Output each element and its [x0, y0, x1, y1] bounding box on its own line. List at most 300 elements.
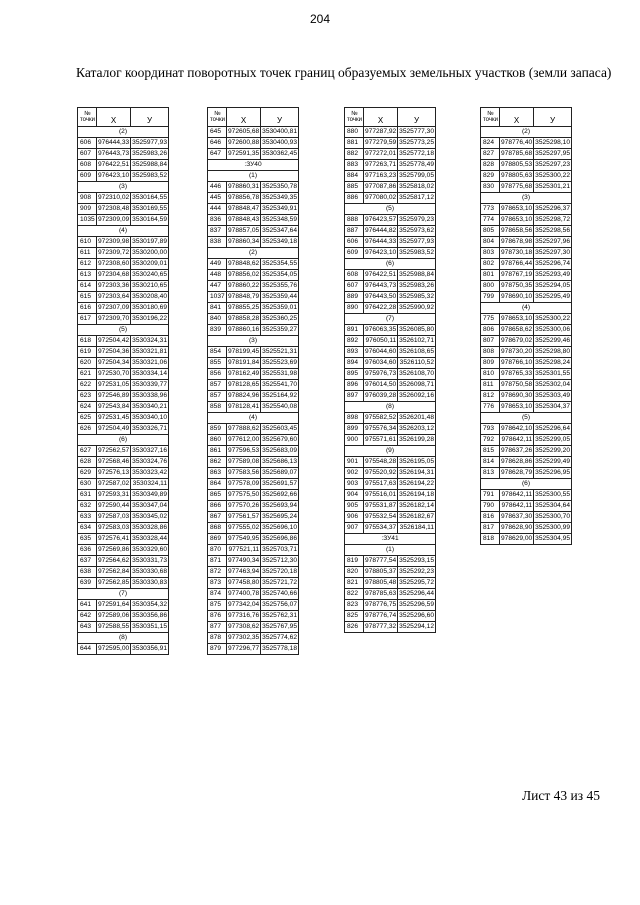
y-coordinate: 3525540,08	[261, 402, 299, 413]
x-coordinate: 972504,36	[97, 347, 131, 358]
y-coordinate: 3525983,52	[131, 171, 169, 182]
x-coordinate: 972590,44	[97, 501, 131, 512]
y-coordinate: 3525762,31	[261, 611, 299, 622]
point-number: 635	[78, 534, 97, 545]
point-number: 449	[208, 259, 227, 270]
point-number: 880	[345, 127, 364, 138]
x-coordinate: 977087,86	[364, 182, 398, 193]
y-coordinate: 3526199,28	[398, 435, 436, 446]
table-row	[78, 446, 169, 457]
x-coordinate: 976034,60	[364, 358, 398, 369]
y-coordinate: 3525297,30	[534, 248, 572, 259]
x-coordinate: 976443,73	[97, 149, 131, 160]
point-number: 866	[208, 501, 227, 512]
table-row	[208, 358, 299, 369]
table-row	[208, 490, 299, 501]
point-number: 810	[481, 369, 500, 380]
table-row	[208, 303, 299, 314]
table-row	[78, 215, 169, 226]
x-coordinate: 977596,53	[227, 446, 261, 457]
x-coordinate: 972576,13	[97, 468, 131, 479]
section-label: (4)	[208, 413, 299, 424]
x-coordinate: 978785,63	[364, 589, 398, 600]
y-coordinate: 3530324,31	[131, 336, 169, 347]
y-coordinate: 3525977,93	[131, 138, 169, 149]
section-label: (5)	[78, 325, 169, 336]
x-coordinate: 978776,74	[364, 611, 398, 622]
table-row	[345, 413, 436, 424]
point-number: 809	[481, 358, 500, 369]
table-row	[208, 600, 299, 611]
x-coordinate: 972569,86	[97, 545, 131, 556]
x-coordinate: 976422,28	[364, 303, 398, 314]
table-row	[481, 281, 572, 292]
table-row	[345, 490, 436, 501]
x-coordinate: 978653,10	[500, 402, 534, 413]
header-point-word: точки	[80, 117, 95, 123]
y-coordinate: 3525359,01	[261, 303, 299, 314]
table-row	[78, 171, 169, 182]
y-coordinate: 3525696,86	[261, 534, 299, 545]
y-coordinate: 3525304,95	[534, 534, 572, 545]
table-row	[208, 402, 299, 413]
table-row	[78, 512, 169, 523]
y-coordinate: 3526108,70	[398, 369, 436, 380]
x-coordinate: 972304,68	[97, 270, 131, 281]
table-row	[78, 545, 169, 556]
x-coordinate: 975582,52	[364, 413, 398, 424]
y-coordinate: 3530324,76	[131, 457, 169, 468]
y-coordinate: 3525297,96	[534, 237, 572, 248]
x-coordinate: 978128,41	[227, 402, 261, 413]
x-coordinate: 977342,04	[227, 600, 261, 611]
table-row	[78, 490, 169, 501]
point-number: 875	[208, 600, 227, 611]
point-number: 857	[208, 391, 227, 402]
header-y: У	[534, 108, 572, 127]
x-coordinate: 978750,58	[500, 380, 534, 391]
table-row	[345, 303, 436, 314]
x-coordinate: 978776,40	[500, 138, 534, 149]
point-number: 626	[78, 424, 97, 435]
table-row	[345, 292, 436, 303]
y-coordinate: 3530324,11	[131, 479, 169, 490]
table-row	[345, 325, 436, 336]
y-coordinate: 3530327,16	[131, 446, 169, 457]
y-coordinate: 3525298,80	[534, 347, 572, 358]
point-number: 1035	[78, 215, 97, 226]
table-row	[78, 523, 169, 534]
point-number: 776	[481, 402, 500, 413]
y-coordinate: 3525296,60	[398, 611, 436, 622]
point-number: 909	[78, 204, 97, 215]
point-number: 642	[78, 611, 97, 622]
point-number: 633	[78, 512, 97, 523]
table-row	[481, 435, 572, 446]
table-row	[208, 446, 299, 457]
x-coordinate: 977578,09	[227, 479, 261, 490]
table-row	[481, 380, 572, 391]
point-number: 625	[78, 413, 97, 424]
point-number: 775	[481, 314, 500, 325]
point-number: 448	[208, 270, 227, 281]
x-coordinate: 978858,28	[227, 314, 261, 325]
point-number: 885	[345, 182, 364, 193]
x-coordinate: 972303,36	[97, 281, 131, 292]
x-coordinate: 972589,06	[97, 611, 131, 622]
y-coordinate: 3525979,23	[398, 215, 436, 226]
table-row	[345, 622, 436, 633]
table-row	[481, 237, 572, 248]
x-coordinate: 975517,63	[364, 479, 398, 490]
table-row	[208, 556, 299, 567]
point-number: 894	[345, 358, 364, 369]
table-row	[78, 424, 169, 435]
table-row	[345, 523, 436, 534]
point-number: 623	[78, 391, 97, 402]
x-coordinate: 978766,10	[500, 358, 534, 369]
header-y: У	[261, 108, 299, 127]
y-coordinate: 3526194,18	[398, 490, 436, 501]
table-row	[208, 501, 299, 512]
x-coordinate: 978658,62	[500, 325, 534, 336]
x-coordinate: 972583,03	[97, 523, 131, 534]
point-number: 879	[208, 644, 227, 655]
y-coordinate: 3530356,91	[131, 644, 169, 655]
point-number: 822	[345, 589, 364, 600]
coordinate-table-4	[480, 107, 572, 545]
y-coordinate: 3525703,71	[261, 545, 299, 556]
x-coordinate: 972576,41	[97, 534, 131, 545]
table-row	[208, 578, 299, 589]
point-number: 606	[78, 138, 97, 149]
x-coordinate: 976423,57	[364, 215, 398, 226]
y-coordinate: 3530328,44	[131, 534, 169, 545]
point-number: 790	[481, 501, 500, 512]
y-coordinate: 3525303,49	[534, 391, 572, 402]
point-number: 864	[208, 479, 227, 490]
y-coordinate: 3525299,49	[534, 457, 572, 468]
point-number: 807	[481, 336, 500, 347]
table-row	[208, 215, 299, 226]
table-row	[345, 457, 436, 468]
y-coordinate: 3525300,06	[534, 325, 572, 336]
section-label: :ЗУ41	[345, 534, 436, 545]
y-coordinate: 3530329,60	[131, 545, 169, 556]
table-row	[78, 402, 169, 413]
section-label: (6)	[481, 479, 572, 490]
table-row	[208, 633, 299, 644]
point-number: 608	[78, 160, 97, 171]
x-coordinate: 976422,51	[364, 270, 398, 281]
table-row	[208, 149, 299, 160]
point-number: 819	[345, 556, 364, 567]
point-number: 637	[78, 556, 97, 567]
point-number: 857	[208, 380, 227, 391]
x-coordinate: 975548,28	[364, 457, 398, 468]
table-row	[78, 303, 169, 314]
table-row	[481, 226, 572, 237]
table-row	[481, 534, 572, 545]
y-coordinate: 3525983,26	[398, 281, 436, 292]
point-number: 829	[481, 171, 500, 182]
x-coordinate: 972587,02	[97, 479, 131, 490]
x-coordinate: 972308,60	[97, 259, 131, 270]
y-coordinate: 3530328,86	[131, 523, 169, 534]
y-coordinate: 3525692,66	[261, 490, 299, 501]
section-header-row	[481, 127, 572, 138]
point-number: 881	[345, 138, 364, 149]
section-header-row	[345, 204, 436, 215]
y-coordinate: 3525164,92	[261, 391, 299, 402]
table-row	[208, 325, 299, 336]
point-number: 609	[345, 248, 364, 259]
point-number: 837	[208, 226, 227, 237]
y-coordinate: 3530180,69	[131, 303, 169, 314]
y-coordinate: 3530200,00	[131, 248, 169, 259]
table-row	[208, 270, 299, 281]
point-number: 826	[345, 622, 364, 633]
y-coordinate: 3526102,71	[398, 336, 436, 347]
y-coordinate: 3525521,31	[261, 347, 299, 358]
y-coordinate: 3530331,73	[131, 556, 169, 567]
point-number: 611	[78, 248, 97, 259]
x-coordinate: 972309,70	[97, 314, 131, 325]
section-header-row	[481, 193, 572, 204]
y-coordinate: 3525712,30	[261, 556, 299, 567]
y-coordinate: 3526098,71	[398, 380, 436, 391]
point-number: 830	[481, 182, 500, 193]
table-row	[78, 204, 169, 215]
y-coordinate: 3525300,70	[534, 512, 572, 523]
point-number: 818	[481, 534, 500, 545]
section-label: (2)	[481, 127, 572, 138]
point-number: 899	[345, 424, 364, 435]
table-row	[345, 391, 436, 402]
point-number: 872	[208, 567, 227, 578]
y-coordinate: 3530354,32	[131, 600, 169, 611]
table-row	[208, 611, 299, 622]
point-number: 900	[345, 435, 364, 446]
section-label: (8)	[78, 633, 169, 644]
x-coordinate: 978191,84	[227, 358, 261, 369]
y-coordinate: 3530240,65	[131, 270, 169, 281]
y-coordinate: 3525817,12	[398, 193, 436, 204]
table-row	[345, 501, 436, 512]
y-coordinate: 3525603,45	[261, 424, 299, 435]
point-number: 859	[208, 424, 227, 435]
sheet-label: Лист 43 из 45	[522, 788, 600, 803]
point-number: 612	[78, 259, 97, 270]
table-row	[78, 314, 169, 325]
x-coordinate: 978777,32	[364, 622, 398, 633]
header-no-sign: №	[84, 110, 91, 117]
x-coordinate: 972600,88	[227, 138, 261, 149]
x-coordinate: 978653,10	[500, 204, 534, 215]
y-coordinate: 3525298,24	[534, 358, 572, 369]
table-row	[208, 644, 299, 655]
y-coordinate: 3525359,27	[261, 325, 299, 336]
section-header-row	[345, 259, 436, 270]
point-number: 606	[345, 237, 364, 248]
x-coordinate: 978642,10	[500, 424, 534, 435]
y-coordinate: 3526203,12	[398, 424, 436, 435]
section-header-row	[208, 171, 299, 182]
y-coordinate: 3525777,30	[398, 127, 436, 138]
y-coordinate: 3525988,84	[398, 270, 436, 281]
table-row	[208, 259, 299, 270]
y-coordinate: 3525301,21	[534, 182, 572, 193]
table-row	[78, 369, 169, 380]
point-number: 906	[345, 512, 364, 523]
point-number: 882	[345, 149, 364, 160]
y-coordinate: 3525360,25	[261, 314, 299, 325]
x-coordinate: 976044,60	[364, 347, 398, 358]
point-number: 645	[208, 127, 227, 138]
point-number: 808	[481, 347, 500, 358]
y-coordinate: 3525298,56	[534, 226, 572, 237]
x-coordinate: 976063,35	[364, 325, 398, 336]
section-header-row	[78, 633, 169, 644]
point-number: 898	[345, 413, 364, 424]
x-coordinate: 978628,86	[500, 457, 534, 468]
table-row	[345, 468, 436, 479]
section-label: (4)	[78, 226, 169, 237]
y-coordinate: 3530340,10	[131, 413, 169, 424]
y-coordinate: 3525296,64	[534, 424, 572, 435]
x-coordinate: 978199,45	[227, 347, 261, 358]
x-coordinate: 975531,87	[364, 501, 398, 512]
y-coordinate: 3526195,05	[398, 457, 436, 468]
y-coordinate: 3525295,72	[398, 578, 436, 589]
section-label: (6)	[345, 259, 436, 270]
header-point-word: точки	[483, 117, 498, 123]
table-row	[78, 336, 169, 347]
point-number: 884	[345, 171, 364, 182]
point-number: 839	[208, 325, 227, 336]
table-row	[481, 149, 572, 160]
x-coordinate: 978767,19	[500, 270, 534, 281]
y-coordinate: 3525294,05	[534, 281, 572, 292]
point-number: 876	[208, 611, 227, 622]
x-coordinate: 972591,64	[97, 600, 131, 611]
section-header-row	[345, 402, 436, 413]
x-coordinate: 978775,68	[500, 182, 534, 193]
point-number: 619	[78, 347, 97, 358]
y-coordinate: 3530340,21	[131, 402, 169, 413]
table-row	[481, 270, 572, 281]
table-row	[345, 193, 436, 204]
y-coordinate: 3525293,15	[398, 556, 436, 567]
point-number: 870	[208, 545, 227, 556]
point-number: 799	[481, 292, 500, 303]
table-row	[78, 567, 169, 578]
y-coordinate: 3530345,02	[131, 512, 169, 523]
y-coordinate: 3525348,59	[261, 215, 299, 226]
y-coordinate: 3530169,55	[131, 204, 169, 215]
x-coordinate: 978848,79	[227, 292, 261, 303]
y-coordinate: 3525767,95	[261, 622, 299, 633]
y-coordinate: 3525304,64	[534, 501, 572, 512]
y-coordinate: 3530338,96	[131, 391, 169, 402]
y-coordinate: 3525292,23	[398, 567, 436, 578]
table-row	[208, 138, 299, 149]
point-number: 824	[481, 138, 500, 149]
section-label: (9)	[345, 446, 436, 457]
x-coordinate: 976014,50	[364, 380, 398, 391]
table-row	[481, 512, 572, 523]
section-header-row	[481, 303, 572, 314]
header-no-sign: №	[487, 110, 494, 117]
y-coordinate: 3530339,77	[131, 380, 169, 391]
table-row	[481, 369, 572, 380]
table-row	[345, 358, 436, 369]
point-number: 620	[78, 358, 97, 369]
header-x: X	[500, 108, 534, 127]
point-number: 901	[345, 457, 364, 468]
table-row	[78, 479, 169, 490]
x-coordinate: 978629,00	[500, 534, 534, 545]
y-coordinate: 3525773,25	[398, 138, 436, 149]
y-coordinate: 3525298,72	[534, 215, 572, 226]
x-coordinate: 972595,00	[97, 644, 131, 655]
x-coordinate: 976443,73	[364, 281, 398, 292]
y-coordinate: 3525349,35	[261, 193, 299, 204]
y-coordinate: 3526110,52	[398, 358, 436, 369]
x-coordinate: 976039,28	[364, 391, 398, 402]
point-number: 869	[208, 534, 227, 545]
table-row	[78, 270, 169, 281]
x-coordinate: 972593,31	[97, 490, 131, 501]
section-label: :ЗУ40	[208, 160, 299, 171]
section-header-row	[208, 336, 299, 347]
x-coordinate: 978628,79	[500, 468, 534, 479]
point-number: 867	[208, 512, 227, 523]
y-coordinate: 3525295,49	[534, 292, 572, 303]
table-row	[208, 534, 299, 545]
table-row	[208, 567, 299, 578]
table-row	[345, 237, 436, 248]
table-row	[345, 589, 436, 600]
y-coordinate: 3525721,72	[261, 578, 299, 589]
x-coordinate: 972310,02	[97, 193, 131, 204]
x-coordinate: 977612,00	[227, 435, 261, 446]
point-number: 811	[481, 380, 500, 391]
y-coordinate: 3525349,91	[261, 204, 299, 215]
section-label: (3)	[78, 182, 169, 193]
x-coordinate: 978766,44	[500, 259, 534, 270]
point-number: 890	[345, 303, 364, 314]
y-coordinate: 3530326,71	[131, 424, 169, 435]
x-coordinate: 977400,78	[227, 589, 261, 600]
x-coordinate: 978856,78	[227, 193, 261, 204]
table-row	[481, 501, 572, 512]
y-coordinate: 3530321,81	[131, 347, 169, 358]
section-header-row	[78, 589, 169, 600]
section-header-row	[345, 446, 436, 457]
y-coordinate: 3525772,18	[398, 149, 436, 160]
y-coordinate: 3525298,10	[534, 138, 572, 149]
y-coordinate: 3525299,20	[534, 446, 572, 457]
point-number: 608	[345, 270, 364, 281]
table-row	[78, 281, 169, 292]
point-number: 629	[78, 468, 97, 479]
x-coordinate: 977490,34	[227, 556, 261, 567]
y-coordinate: 3525695,24	[261, 512, 299, 523]
point-number: 823	[345, 600, 364, 611]
x-coordinate: 978690,30	[500, 391, 534, 402]
table-row	[345, 578, 436, 589]
